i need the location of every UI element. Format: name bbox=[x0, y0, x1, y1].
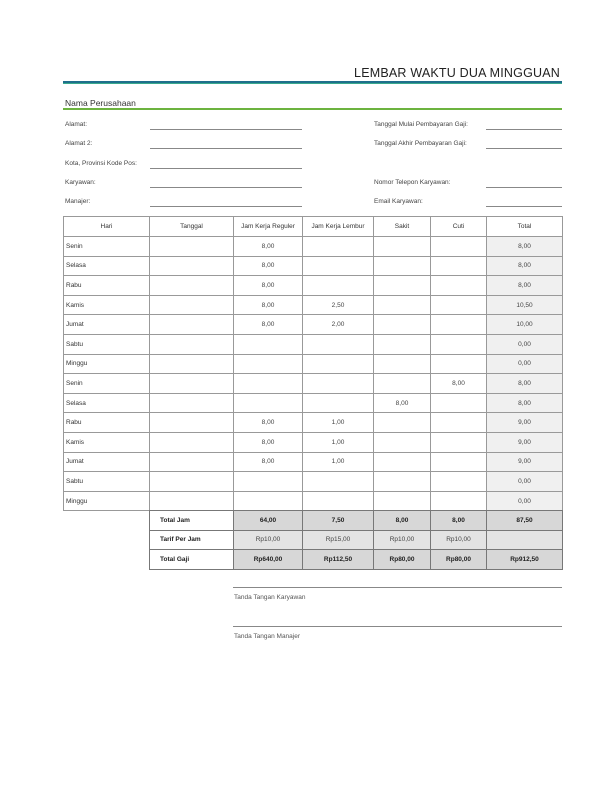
summary-cell: 7,50 bbox=[303, 511, 374, 531]
summary-row-total-hours bbox=[150, 511, 563, 531]
summary-table bbox=[149, 510, 563, 570]
employee-signature-line[interactable] bbox=[233, 587, 562, 588]
col-header-overtime: Jam Kerja Lembur bbox=[303, 217, 374, 237]
total-hours-cell: 8,00 bbox=[487, 374, 563, 394]
summary-cell: 8,00 bbox=[374, 511, 431, 531]
title-divider-accent bbox=[63, 83, 562, 84]
overtime-hours-cell[interactable] bbox=[303, 393, 374, 413]
pay-end-field[interactable] bbox=[486, 148, 562, 149]
leave-hours-cell[interactable] bbox=[431, 393, 487, 413]
day-cell: Kamis bbox=[64, 432, 150, 452]
day-cell: Minggu bbox=[64, 354, 150, 374]
summary-cell: 87,50 bbox=[487, 511, 563, 531]
regular-hours-cell[interactable] bbox=[234, 393, 303, 413]
regular-hours-cell[interactable]: 8,00 bbox=[234, 315, 303, 335]
day-cell: Senin bbox=[64, 374, 150, 394]
overtime-hours-cell[interactable]: 2,00 bbox=[303, 315, 374, 335]
date-cell[interactable] bbox=[150, 295, 234, 315]
total-hours-cell: 9,00 bbox=[487, 432, 563, 452]
date-cell[interactable] bbox=[150, 432, 234, 452]
overtime-hours-cell[interactable] bbox=[303, 334, 374, 354]
leave-hours-cell[interactable] bbox=[431, 334, 487, 354]
table-row bbox=[64, 354, 563, 374]
overtime-hours-cell[interactable] bbox=[303, 237, 374, 257]
overtime-hours-cell[interactable]: 1,00 bbox=[303, 452, 374, 472]
table-row bbox=[64, 334, 563, 354]
overtime-hours-cell[interactable] bbox=[303, 276, 374, 296]
regular-hours-cell[interactable] bbox=[234, 354, 303, 374]
table-row bbox=[64, 315, 563, 335]
summary-cell[interactable]: Rp10,00 bbox=[374, 530, 431, 550]
date-cell[interactable] bbox=[150, 334, 234, 354]
total-hours-cell: 0,00 bbox=[487, 491, 563, 511]
date-cell[interactable] bbox=[150, 256, 234, 276]
phone-label: Nomor Telepon Karyawan: bbox=[374, 179, 451, 186]
col-header-regular: Jam Kerja Reguler bbox=[234, 217, 303, 237]
day-cell: Jumat bbox=[64, 315, 150, 335]
address2-label: Alamat 2: bbox=[65, 140, 93, 147]
summary-cell[interactable]: Rp10,00 bbox=[431, 530, 487, 550]
timesheet-table bbox=[63, 216, 563, 511]
employee-signature-label: Tanda Tangan Karyawan bbox=[234, 594, 306, 601]
email-label: Email Karyawan: bbox=[374, 198, 423, 205]
summary-label: Total Jam bbox=[150, 511, 234, 531]
company-name[interactable]: Nama Perusahaan bbox=[65, 98, 136, 108]
day-cell: Selasa bbox=[64, 256, 150, 276]
date-cell[interactable] bbox=[150, 472, 234, 492]
date-cell[interactable] bbox=[150, 354, 234, 374]
regular-hours-cell[interactable] bbox=[234, 334, 303, 354]
regular-hours-cell[interactable] bbox=[234, 472, 303, 492]
date-cell[interactable] bbox=[150, 413, 234, 433]
regular-hours-cell[interactable]: 8,00 bbox=[234, 452, 303, 472]
summary-cell: 8,00 bbox=[431, 511, 487, 531]
total-hours-cell: 8,00 bbox=[487, 393, 563, 413]
total-hours-cell: 9,00 bbox=[487, 452, 563, 472]
manager-label: Manajer: bbox=[65, 198, 91, 205]
pay-end-label: Tanggal Akhir Pembayaran Gaji: bbox=[374, 140, 467, 147]
address-field[interactable] bbox=[150, 129, 302, 130]
total-hours-cell: 9,00 bbox=[487, 413, 563, 433]
overtime-hours-cell[interactable] bbox=[303, 491, 374, 511]
date-cell[interactable] bbox=[150, 393, 234, 413]
leave-hours-cell[interactable] bbox=[431, 237, 487, 257]
sick-hours-cell[interactable] bbox=[374, 452, 431, 472]
leave-hours-cell[interactable] bbox=[431, 354, 487, 374]
employee-field[interactable] bbox=[150, 187, 302, 188]
leave-hours-cell[interactable] bbox=[431, 472, 487, 492]
day-cell: Rabu bbox=[64, 276, 150, 296]
table-row bbox=[64, 432, 563, 452]
regular-hours-cell[interactable]: 8,00 bbox=[234, 295, 303, 315]
sick-hours-cell[interactable] bbox=[374, 295, 431, 315]
table-row bbox=[64, 393, 563, 413]
regular-hours-cell[interactable]: 8,00 bbox=[234, 256, 303, 276]
date-cell[interactable] bbox=[150, 491, 234, 511]
total-hours-cell: 0,00 bbox=[487, 354, 563, 374]
regular-hours-cell[interactable] bbox=[234, 491, 303, 511]
regular-hours-cell[interactable]: 8,00 bbox=[234, 432, 303, 452]
leave-hours-cell[interactable] bbox=[431, 315, 487, 335]
table-row bbox=[64, 472, 563, 492]
total-hours-cell: 8,00 bbox=[487, 256, 563, 276]
col-header-total: Total bbox=[487, 217, 563, 237]
table-row bbox=[64, 491, 563, 511]
day-cell: Sabtu bbox=[64, 334, 150, 354]
company-divider bbox=[63, 108, 562, 110]
col-header-date: Tanggal bbox=[150, 217, 234, 237]
summary-label: Tarif Per Jam bbox=[150, 530, 234, 550]
day-cell: Jumat bbox=[64, 452, 150, 472]
day-cell: Minggu bbox=[64, 491, 150, 511]
summary-row-hourly-rate bbox=[150, 530, 563, 550]
pay-start-label: Tanggal Mulai Pembayaran Gaji: bbox=[374, 121, 468, 128]
summary-cell: Rp112,50 bbox=[303, 550, 374, 570]
overtime-hours-cell[interactable] bbox=[303, 354, 374, 374]
day-cell: Kamis bbox=[64, 295, 150, 315]
overtime-hours-cell[interactable] bbox=[303, 374, 374, 394]
date-cell[interactable] bbox=[150, 276, 234, 296]
total-hours-cell: 8,00 bbox=[487, 276, 563, 296]
summary-cell: Rp80,00 bbox=[431, 550, 487, 570]
sick-hours-cell[interactable] bbox=[374, 491, 431, 511]
summary-cell: Rp912,50 bbox=[487, 550, 563, 570]
day-cell: Senin bbox=[64, 237, 150, 257]
leave-hours-cell[interactable] bbox=[431, 491, 487, 511]
regular-hours-cell[interactable] bbox=[234, 374, 303, 394]
sick-hours-cell[interactable]: 8,00 bbox=[374, 393, 431, 413]
table-row bbox=[64, 452, 563, 472]
manager-signature-label: Tanda Tangan Manajer bbox=[234, 633, 301, 640]
sick-hours-cell[interactable] bbox=[374, 354, 431, 374]
table-row bbox=[64, 237, 563, 257]
table-row bbox=[64, 276, 563, 296]
overtime-hours-cell[interactable] bbox=[303, 256, 374, 276]
total-hours-cell: 0,00 bbox=[487, 472, 563, 492]
sick-hours-cell[interactable] bbox=[374, 334, 431, 354]
sick-hours-cell[interactable] bbox=[374, 413, 431, 433]
leave-hours-cell[interactable] bbox=[431, 256, 487, 276]
leave-hours-cell[interactable] bbox=[431, 452, 487, 472]
sick-hours-cell[interactable] bbox=[374, 315, 431, 335]
table-row bbox=[64, 374, 563, 394]
sick-hours-cell[interactable] bbox=[374, 472, 431, 492]
table-header-row bbox=[64, 217, 563, 237]
leave-hours-cell[interactable] bbox=[431, 413, 487, 433]
date-cell[interactable] bbox=[150, 237, 234, 257]
total-hours-cell: 10,00 bbox=[487, 315, 563, 335]
overtime-hours-cell[interactable]: 1,00 bbox=[303, 413, 374, 433]
sick-hours-cell[interactable] bbox=[374, 374, 431, 394]
sick-hours-cell[interactable] bbox=[374, 256, 431, 276]
date-cell[interactable] bbox=[150, 374, 234, 394]
summary-label: Total Gaji bbox=[150, 550, 234, 570]
col-header-sick: Sakit bbox=[374, 217, 431, 237]
total-hours-cell: 0,00 bbox=[487, 334, 563, 354]
leave-hours-cell[interactable] bbox=[431, 432, 487, 452]
manager-field[interactable] bbox=[150, 206, 302, 207]
sick-hours-cell[interactable] bbox=[374, 276, 431, 296]
table-row bbox=[64, 295, 563, 315]
date-cell[interactable] bbox=[150, 315, 234, 335]
regular-hours-cell[interactable]: 8,00 bbox=[234, 413, 303, 433]
summary-cell: 64,00 bbox=[234, 511, 303, 531]
summary-row-total-pay bbox=[150, 550, 563, 570]
sick-hours-cell[interactable] bbox=[374, 237, 431, 257]
col-header-leave: Cuti bbox=[431, 217, 487, 237]
table-row bbox=[64, 256, 563, 276]
sick-hours-cell[interactable] bbox=[374, 432, 431, 452]
summary-cell: Rp640,00 bbox=[234, 550, 303, 570]
phone-field[interactable] bbox=[486, 187, 562, 188]
summary-cell: Rp80,00 bbox=[374, 550, 431, 570]
leave-hours-cell[interactable] bbox=[431, 295, 487, 315]
city-label: Kota, Provinsi Kode Pos: bbox=[65, 160, 137, 167]
col-header-day: Hari bbox=[64, 217, 150, 237]
day-cell: Sabtu bbox=[64, 472, 150, 492]
city-field[interactable] bbox=[150, 168, 302, 169]
day-cell: Rabu bbox=[64, 413, 150, 433]
address-label: Alamat: bbox=[65, 121, 88, 128]
summary-cell[interactable]: Rp15,00 bbox=[303, 530, 374, 550]
document-title: LEMBAR WAKTU DUA MINGGUAN bbox=[354, 66, 560, 80]
date-cell[interactable] bbox=[150, 452, 234, 472]
overtime-hours-cell[interactable]: 2,50 bbox=[303, 295, 374, 315]
table-row bbox=[64, 413, 563, 433]
regular-hours-cell[interactable]: 8,00 bbox=[234, 276, 303, 296]
address2-field[interactable] bbox=[150, 148, 302, 149]
total-hours-cell: 10,50 bbox=[487, 295, 563, 315]
pay-start-field[interactable] bbox=[486, 129, 562, 130]
leave-hours-cell[interactable] bbox=[431, 276, 487, 296]
summary-cell[interactable]: Rp10,00 bbox=[234, 530, 303, 550]
overtime-hours-cell[interactable]: 1,00 bbox=[303, 432, 374, 452]
overtime-hours-cell[interactable] bbox=[303, 472, 374, 492]
day-cell: Selasa bbox=[64, 393, 150, 413]
summary-cell bbox=[487, 530, 563, 550]
email-field[interactable] bbox=[486, 206, 562, 207]
employee-label: Karyawan: bbox=[65, 179, 96, 186]
leave-hours-cell[interactable]: 8,00 bbox=[431, 374, 487, 394]
regular-hours-cell[interactable]: 8,00 bbox=[234, 237, 303, 257]
manager-signature-line[interactable] bbox=[233, 626, 562, 627]
total-hours-cell: 8,00 bbox=[487, 237, 563, 257]
